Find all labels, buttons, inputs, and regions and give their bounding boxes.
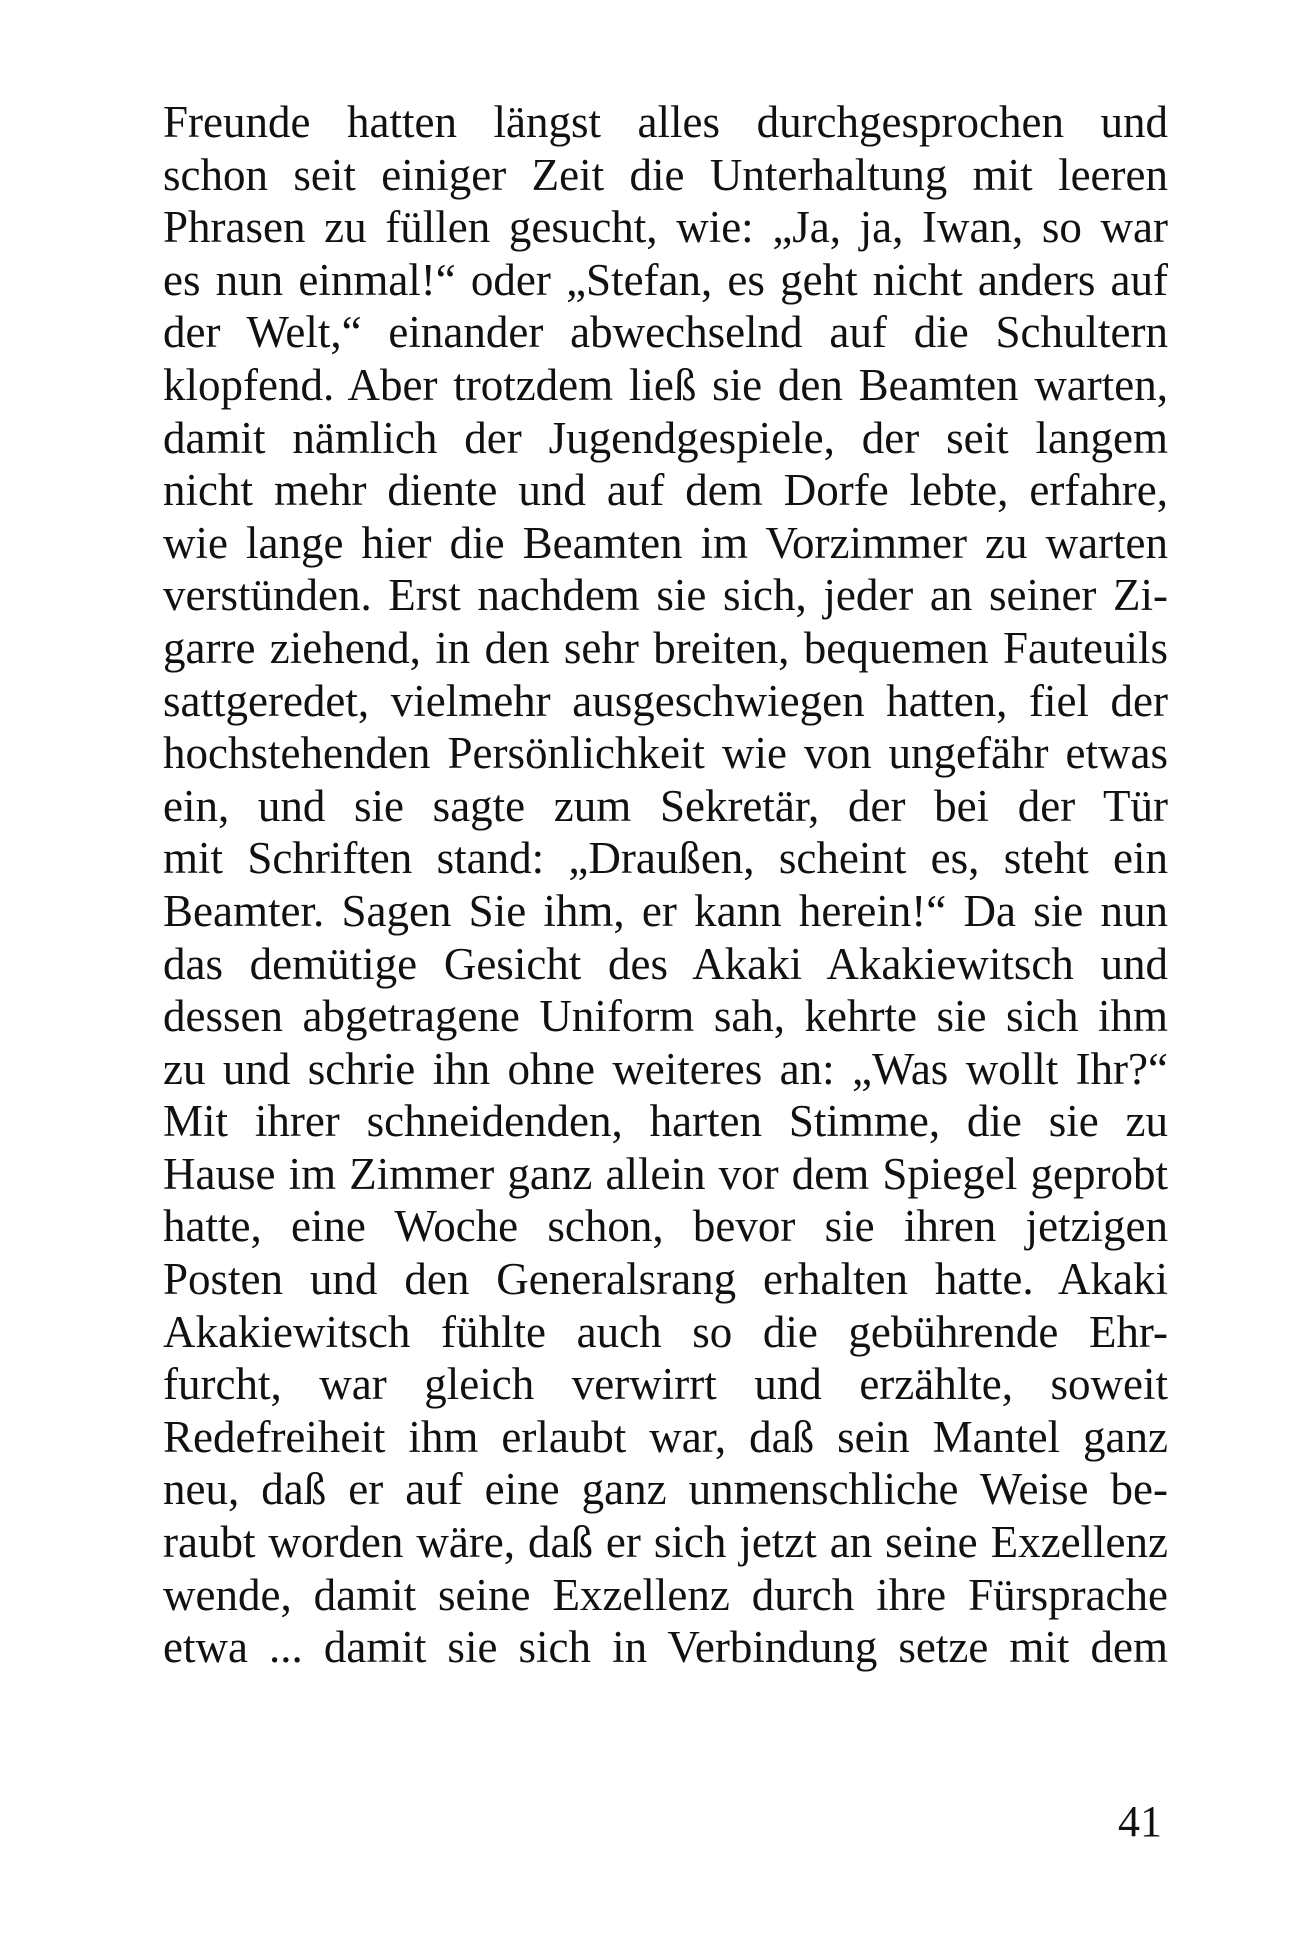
text-line-29: wende, damit seine Exzellenz durch ihre Fürsprache <box>163 1569 1168 1620</box>
text-line-25: furcht, war gleich verwirrt und erzählte, soweit <box>163 1359 1168 1410</box>
text-line-8: nicht mehr diente und auf dem Dorfe lebte, erfahre, <box>163 465 1168 516</box>
text-line-15: mit Schriften stand: „Draußen, scheint es, steht ein <box>163 833 1168 884</box>
text-line-10: verstünden. Erst nachdem sie sich, jeder an seiner Zi- <box>163 570 1168 621</box>
text-line-14: ein, und sie sagte zum Sekretär, der bei der Tür <box>163 780 1168 831</box>
text-line-12: sattgeredet, vielmehr ausgeschwiegen hatten, fiel der <box>163 675 1168 726</box>
text-line-9: wie lange hier die Beamten im Vorzimmer zu warten <box>163 517 1168 568</box>
text-line-28: raubt worden wäre, daß er sich jetzt an seine Exzellenz <box>163 1517 1168 1568</box>
page-number: 41 <box>1118 1797 1162 1846</box>
text-line-18: dessen abgetragene Uniform sah, kehrte sie sich ihm <box>163 991 1168 1042</box>
text-line-4: es nun einmal!“ oder „Stefan, es geht nicht anders auf <box>163 254 1168 305</box>
text-line-20: Mit ihrer schneidenden, harten Stimme, die sie zu <box>163 1096 1168 1147</box>
text-line-1: Freunde hatten längst alles durchgesprochen und <box>163 97 1168 147</box>
text-line-19: zu und schrie ihn ohne weiteres an: „Was wollt Ihr?“ <box>163 1043 1168 1094</box>
text-line-2: schon seit einiger Zeit die Unterhaltung mit leeren <box>163 149 1168 200</box>
text-line-27: neu, daß er auf eine ganz unmenschliche Weise be- <box>163 1464 1168 1515</box>
text-line-13: hochstehenden Persönlichkeit wie von ungefähr etwas <box>163 728 1168 779</box>
text-line-24: Akakiewitsch fühlte auch so die gebührende Ehr- <box>163 1306 1168 1357</box>
text-line-17: das demütige Gesicht des Akaki Akakiewitsch und <box>163 938 1168 989</box>
text-line-26: Redefreiheit ihm erlaubt war, daß sein Mantel ganz <box>163 1411 1168 1462</box>
text-line-5: der Welt,“ einander abwechselnd auf die Schultern <box>163 307 1168 358</box>
text-line-7: damit nämlich der Jugendgespiele, der seit langem <box>163 412 1168 463</box>
text-line-6: klopfend. Aber trotzdem ließ sie den Beamten warten, <box>163 359 1168 410</box>
text-line-16: Beamter. Sagen Sie ihm, er kann herein!“ Da sie nun <box>163 885 1168 936</box>
body-text <box>163 96 1168 1674</box>
text-line-3: Phrasen zu füllen gesucht, wie: „Ja, ja, Iwan, so war <box>163 202 1168 253</box>
text-line-22: hatte, eine Woche schon, bevor sie ihren jetzigen <box>163 1201 1168 1252</box>
text-line-11: garre ziehend, in den sehr breiten, bequemen Fauteuils <box>163 622 1168 673</box>
text-line-23: Posten und den Generalsrang erhalten hatte. Akaki <box>163 1254 1168 1305</box>
text-line-21: Hause im Zimmer ganz allein vor dem Spiegel geprobt <box>163 1148 1168 1199</box>
text-line-30: etwa ... damit sie sich in Verbindung setze mit dem <box>163 1622 1168 1673</box>
